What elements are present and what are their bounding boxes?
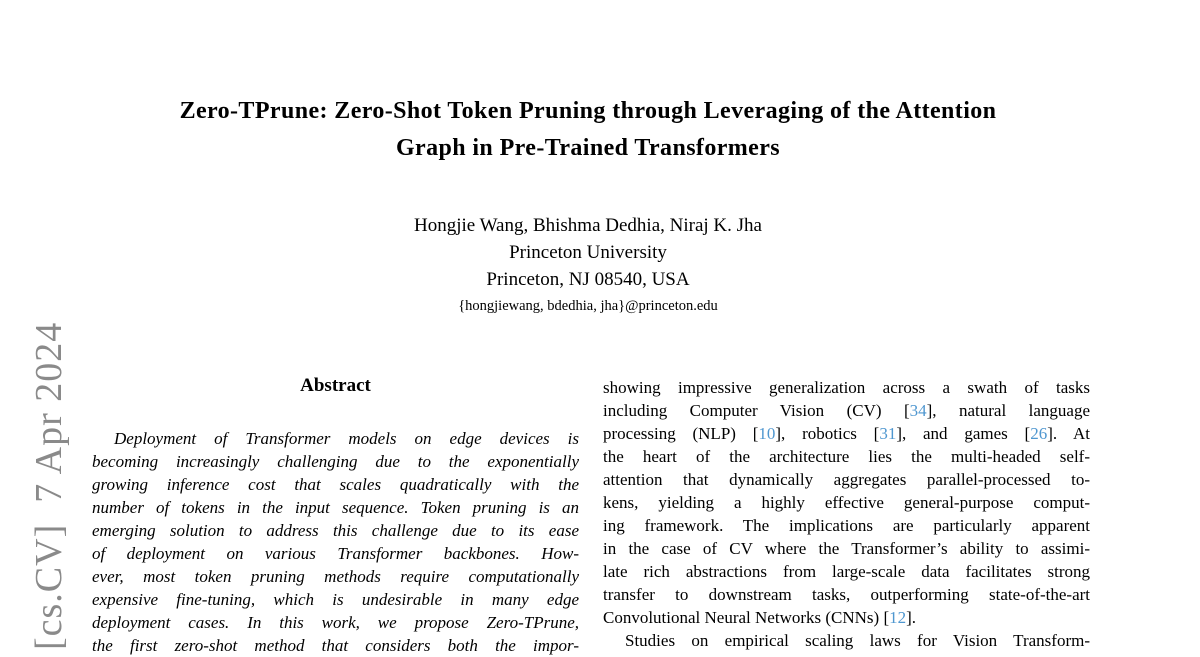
intro-line: in the case of CV where the Transformer’s ability to assimi- [603, 539, 1090, 558]
intro-line: Studies on empirical scaling laws for Vision Transform- [625, 631, 1090, 650]
intro-line: transfer to downstream tasks, outperforming state-of-the-art [603, 585, 1090, 604]
abstract-line: Deployment of Transformer models on edge devices is [114, 429, 579, 448]
intro-text-segment: Convolutional Neural Networks (CNNs) [ [603, 608, 890, 627]
intro-line: late rich abstractions from large-scale data facilitates strong [603, 562, 1090, 581]
author-address: Princeton, NJ 08540, USA [486, 269, 690, 290]
abstract-line: growing inference cost that scales quadratically with the [92, 475, 579, 494]
intro-text-segment: ], robotics [ [775, 424, 880, 443]
intro-line: kens, yielding a highly effective general-purpose comput- [603, 493, 1090, 512]
intro-line: attention that dynamically aggregates parallel-processed to- [603, 470, 1090, 489]
citation-link-12[interactable]: 12 [889, 608, 907, 627]
citation-link-26[interactable]: 26 [1030, 424, 1048, 443]
abstract-heading: Abstract [300, 375, 371, 396]
citation-link-31[interactable]: 31 [879, 424, 897, 443]
intro-text-segment: ]. [906, 608, 917, 627]
intro-text-segment: ]. At [1047, 424, 1090, 443]
right-column [603, 376, 1090, 652]
paper-title [90, 93, 1086, 167]
abstract-body [92, 427, 579, 657]
arxiv-stamp: [cs.CV] 7 Apr 2024 [28, 321, 70, 650]
abstract-line: the first zero-shot method that considers both the impor- [92, 636, 579, 655]
intro-line [603, 399, 1090, 422]
left-column [92, 374, 579, 657]
author-block [90, 212, 1086, 316]
abstract-line: deployment cases. In this work, we propose Zero-TPrune, [92, 613, 579, 632]
intro-line [603, 606, 1090, 629]
intro-text-segment: including Computer Vision (CV) [ [603, 401, 910, 420]
abstract-line: becoming increasingly challenging due to the exponentially [92, 452, 579, 471]
paper-title-line2: Graph in Pre-Trained Transformers [395, 135, 781, 161]
abstract-line: of deployment on various Transformer backbones. How- [92, 544, 579, 563]
abstract-line: ever, most token pruning methods require computationally [92, 567, 579, 586]
author-affiliation: Princeton University [509, 242, 667, 263]
intro-line: showing impressive generalization across a swath of tasks [603, 378, 1090, 397]
intro-line: ing framework. The implications are particularly apparent [603, 516, 1090, 535]
intro-text-segment: ], and games [ [896, 424, 1031, 443]
paper-title-line1: Zero-TPrune: Zero-Shot Token Pruning through Leveraging of the Attention [179, 98, 997, 124]
abstract-line: emerging solution to address this challenge due to its ease [92, 521, 579, 540]
author-email: {hongjiewang, bdedhia, jha}@princeton.edu [458, 298, 718, 314]
abstract-line: expensive fine-tuning, which is undesirable in many edge [92, 590, 579, 609]
intro-text-segment: ], natural language [926, 401, 1090, 420]
abstract-line: number of tokens in the input sequence. Token pruning is an [92, 498, 579, 517]
citation-link-34[interactable]: 34 [909, 401, 927, 420]
intro-text-segment: processing (NLP) [ [603, 424, 759, 443]
author-names: Hongjie Wang, Bhishma Dedhia, Niraj K. Jha [414, 215, 762, 236]
citation-link-10[interactable]: 10 [758, 424, 776, 443]
intro-line: the heart of the architecture lies the multi-headed self- [603, 447, 1090, 466]
intro-line [603, 422, 1090, 445]
